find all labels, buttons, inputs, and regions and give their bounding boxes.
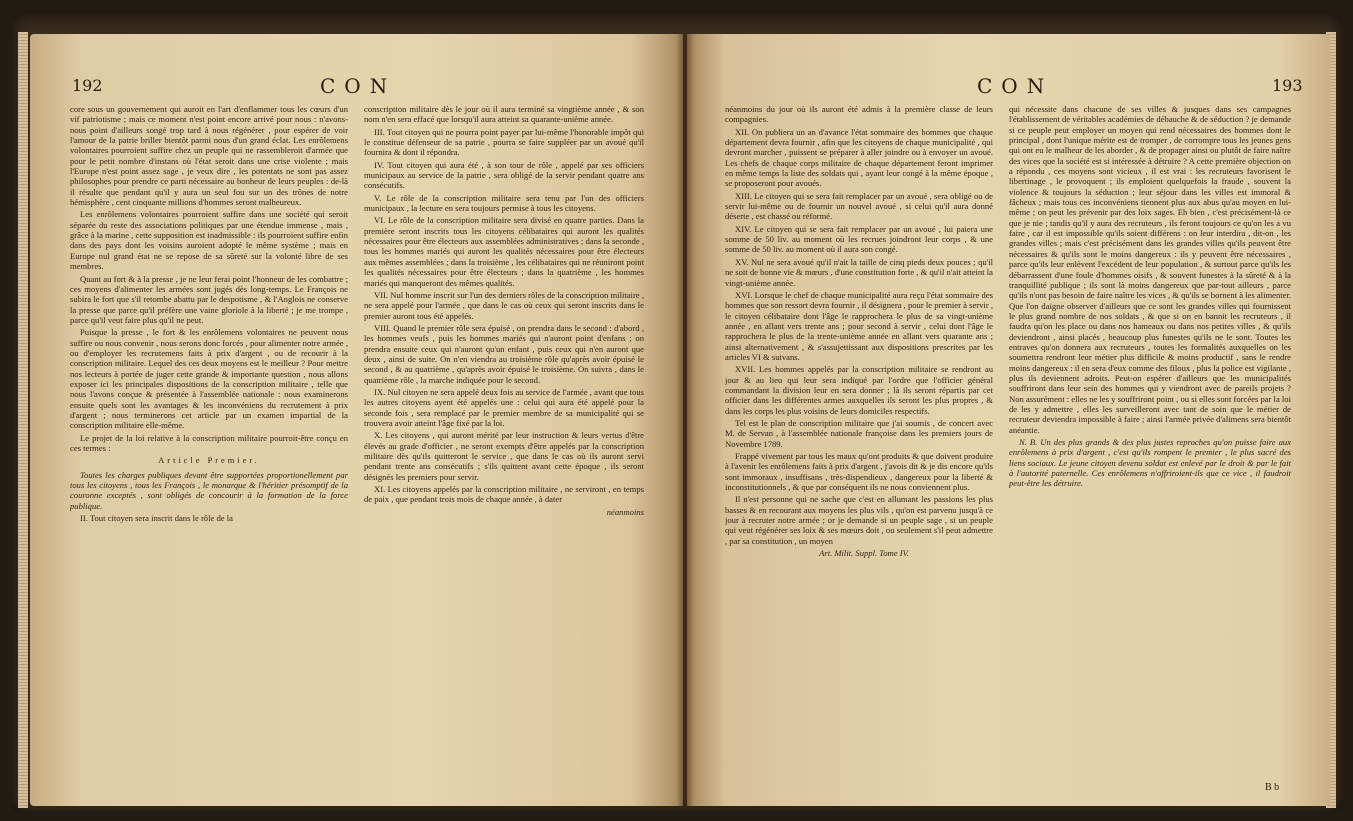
left-page-column-1: [70, 104, 348, 794]
paragraph: XVII. Les hommes appelés par la conscription militaire se rendront au jour & au lieu qui leur sera indiqué par l'ordre que l'officier général commandant la division leur en sera donner ; là ils seront répartis par cet officier dans les différentes armes auxquelles ils seront les plus propres , & dans les corps les plus voisins de leurs domiciles respectifs.: [725, 364, 993, 416]
paragraph: XI. Les citoyens appelés par la conscription militaire , ne serviront , en temps de paix , que pendant trois mois de chaque année , à dater: [364, 484, 644, 505]
right-page-header: [687, 64, 1330, 98]
paragraph: XIV. Le citoyen qui se sera fait remplacer par un avoué , lui paiera une somme de 50 liv. au moment où les recrues joindront leur corps , & une somme de 50 liv. au moment où il aura son congé.: [725, 223, 993, 255]
paragraph: Puisque la presse , le fort & les enrôlemens volontaires ne peuvent nous suffire ou nous convenir , nous serons donc forcés , pour alimenter notre armée , ou d'employer les recrutemens faits à prix d'argent , ou de recourir à la conscription militaire. Lequel des ces deux moyens est le meilleur ? Pour mettre nos lecteurs à portée de juger cette grande & importante question , nous allons exposer ici les principales dispositions de la conscription militaire , telle que nous l'avons conçue & présentée à l'assemblée nationale : nous examinerons ensuite quels sont les avantages & les inconvéniens du recrutement à prix d'argent ; nous terminerons cet article par un examen impartial de la conscription militaire elle-même.: [70, 327, 348, 431]
paragraph: IX. Nul citoyen ne sera appelé deux fois au service de l'armée , avant que tous les autres citoyens ayent été appelés une : celui qui aura été appelé pour la seconde fois , sera remplacé par le premier membre de sa municipalité qui se trouvera avoir atteint l'âge fixé par la loi.: [364, 386, 644, 428]
paragraph: Les enrôlemens volontaires pourroient suffire dans une société qui seroit séparée du reste des associations politiques par une étendue immense , mais , grâce à la marine , cette supposition est inadmissible : ils pourroient suffire enfin dans des pays dont les voisins auroient adopté le même système ; mais en Europe nul grand état ne se repose de sa sûreté sur la volonté libre de ses membres.: [70, 209, 348, 272]
left-running-head: CON: [320, 74, 397, 98]
paragraph: XII. On publiera un an d'avance l'état sommaire des hommes que chaque département devra fournir , afin que les citoyens de chaque municipalité , qui devront marcher , puissent se préparer à aller joindre ou à envoyer un avoué. Les chefs de chaque corps militaire de chaque département feront imprimer en même temps la liste des soldats qui , ayant leur congé à la même époque , se proposeront pour avoués.: [725, 126, 993, 189]
paragraph: qui nécessite dans chacune de ses villes & jusques dans ses campagnes l'établissement de véritables académies de débauche & de séduction ? je demande si ce peuple peut employer un moyen qui rend nécessaires des hommes dont le principal , dont l'unique mérite est de tromper , de corrompre tous les jeunes gens qui ont eu le malheur de les aborder , & de propager ainsi ou plutôt de faire naître des vices que la société est si intéressée à détruire ? A cette première objection on a répondu , ces moyens sont vicieux , il est vrai : les recruteurs favorisent le libertinage , le provoquent ; ils emploient quelquefois la fraude , souvent la violence & toujours la séduction ; leur séjour dans les villes est immoral & fâcheux ; mais tous ces inconvéniens tiennent plus aux abus qu'au moyen en lui-même ; on peut les prévenir par des loix sages. Eh bien , c'est précisément-là ce que je nie ; tandis qu'il y aura des recruteurs , ils feront toujours ce qu'on les a vu faire , car il est impossible qu'ils soient différens : on leur interdira , dit-on , les grandes villes ; mais c'est précisément dans les grandes villes qu'ils peuvent être nécessaires & qu'ils sont le moins dangereux : ils y peuvent être nécessaires , parce qu'ils leur enlèvent l'excédent de leur population , & surtout parce qu'ils les débarrassent d'une foule d'hommes oisifs , & souvent funestes à la sûreté & à la tranquillité publique ; ils sont là moins dangereux que par-tout ailleurs , parce qu'ils n'ont pas besoin de faire naître les vices , & qu'ils se bornent à les alimenter. Que l'on daigne observer d'ailleurs que ce sont les grandes villes qui fournissent le plus grand nombre de nos soldats , & que si on en bannit les recruteurs , il faudra qu'on les place ou dans nos hameaux ou dans nos petites villes , & qu'ils deviendront , ainsi placés , beaucoup plus funestes qu'ils ne le sont. Toutes les entraves qu'on donnera aux recruteurs , toutes les formalités auxquelles on les soumettra rendront leur métier plus difficile & moins productif , sans le rendre moins dangereux : il en sera d'eux comme des filoux , plus la police est vigilante , plus ils deviennent adroits. Peut-on espérer d'ailleurs que les municipalités souffriront dans leur sein des hommes qui y viendront avec de pareils projets ? Non assurément : elles ne les y souffriront point , ou si elles sont forcées par la loi de les y admettre , elles les surveilleront avec tant de soin que le métier de recruteur deviendra impossible à faire ; ainsi l'armée privée d'alimens sera bientôt anéantie.: [1009, 104, 1291, 435]
right-page: [687, 34, 1330, 806]
paragraph: Le projet de la loi relative à la conscription militaire pourroit-être conçu en ces termes :: [70, 432, 348, 453]
paragraph: Il n'est personne qui ne sache que c'est en allumant les passions les plus basses & en recourant aux moyens les plus vils , qu'on est parvenu jusqu'à ce jour à recruter notre armée ; or je demande si un peuple sage , si un peuple qui veut régénérer ses loix & ses mœurs doit , ou seulement s'il peut admettre , par sa constitution , un moyen: [725, 494, 993, 546]
paragraph: néanmoins du jour où ils auront été admis à la première classe de leurs compagnies.: [725, 104, 993, 125]
paragraph: VI. Le rôle de la conscription militaire sera divisé en quatre parties. Dans la première seront inscrits tous les citoyens célibataires qui auront les qualités nécessaires pour être électeurs aux assemblées administratives ; dans la seconde , tous les hommes mariés qui auront les qualités nécessaires pour être électeurs aux mêmes assemblées ; dans la troisième , les célibataires qui ne réuniront point les qualités nécessaires pour être électeurs ; dans la quatrième , les hommes mariés qui manqueront des mêmes qualités.: [364, 215, 644, 288]
paragraph: core sous un gouvernement qui auroit en l'art d'enflammer tous les cœurs d'un vif patriotisme ; mais ce moment n'est point encore arrivé pour nous : n'avons-nous point d'ailleurs songé trop tard à nous régénérer , pour espérer de voir l'amour de la patrie briller bientôt parmi nous d'un grand éclat. Les enrôlemens volontaires pourroient suffire chez un peuple qui ne rassembleroit d'armée que pour le petit nombre d'instans où l'état seroit dans une crise violente ; mais l'Europe n'est point assez sage , je veux dire , les potentats ne sont pas assez philosophes pour prendre ce parti nécessaire au bonheur de leurs peuples : de-là il résulte que pendant qu'il y aura un seul fou sur un des trônes de notre hémisphère , cent cinquante millions d'hommes seront malheureux.: [70, 104, 348, 208]
right-page-column-1: [725, 104, 993, 794]
book-gutter: [676, 32, 694, 808]
paragraph: VIII. Quand le premier rôle sera épuisé , on prendra dans le second : d'abord , les hommes veufs , puis les hommes mariés qui n'auront point d'enfans ; on prendra ensuite ceux qui n'auront qu'un enfant , puis ceux qui n'en auront que deux , ainsi de suite. On n'en viendra au troisième rôle qu'après avoir épuisé le second , & au quatrième , qu'après avoir épuisé le troisième. On suivra , dans le quatrième rôle , la marche indiquée pour le second.: [364, 322, 644, 385]
paragraph: X. Les citoyens , qui auront mérité par leur instruction & leurs vertus d'être élevés au grade d'officier , ne seront exempts d'être appelés par la conscription militaire dès qu'ils quitteront le service , que dans le cas où ils auront servi pendant trente ans consécutifs ; s'ils quittent avant cette époque , ils seront désignés les premiers pour servir.: [364, 430, 644, 482]
paragraph: XVI. Lorsque le chef de chaque municipalité aura reçu l'état sommaire des hommes que son ressort devra fournir , il désignera , pour le premier à servir , le citoyen célibataire dont l'âge le rapprochera le plus de sa vingt-unième année , en allant vers trente ans ; pour second à servir , celui dont l'âge le rapprochera le plus de la trente-unième année en allant vers quarante ans ; ainsi alternativement , & s'assujettissant aux dispositions prescrites par les articles VI & suivans.: [725, 289, 993, 362]
left-page-header: [30, 64, 683, 98]
paragraph: V. Le rôle de la conscription militaire sera tenu par l'un des officiers municipaux , la lecture en sera toujours permise à tous les citoyens.: [364, 192, 644, 214]
book-spread: [12, 14, 1342, 812]
paragraph: III. Tout citoyen qui ne pourra point payer par lui-même l'honorable impôt qui le constitue défenseur de sa patrie , pourra se faire suppléer par un avoué qu'il fournira & dont il répondra.: [364, 126, 644, 158]
paragraph: Art. Milit. Suppl. Tome IV.: [819, 548, 909, 559]
paragraph: XV. Nul ne sera avoué qu'il n'ait la taille de cinq pieds deux pouces ; qu'il ne soit de bonne vie & mœurs , d'une constitution forte , & qu'il n'ait atteint la vingt-unième année.: [725, 256, 993, 288]
paragraph: II. Tout citoyen sera inscrit dans le rôle de la: [80, 513, 233, 524]
paragraph: XIII. Le citoyen qui se sera fait remplacer par un avoué , sera obligé ou de servir lui-même ou de fournir un nouvel avoué , si celui qu'il aura donné déserte , est chassé ou réformé.: [725, 190, 993, 222]
paragraph: conscription militaire dès le jour où il aura terminé sa vingtième année , & son nom n'en sera effacé que lorsqu'il aura atteint sa quarante-unième année.: [364, 104, 644, 125]
paragraph: néanmoins: [606, 506, 644, 517]
left-page: [30, 34, 683, 806]
paragraph: N. B. Un des plus grands & des plus justes reproches qu'on puisse faire aux enrôlemens à prix d'argent , c'est qu'ils rompent le premier , le plus sacré des liens sociaux. Le jeune citoyen devenu soldat est enlevé par le droit & par le fait à l'autorité paternelle. Ces enrôlemens n'offriroient-ils que ce vice , il faudroit peut-être les détruire.: [1009, 437, 1291, 489]
right-page-column-2: [1009, 104, 1291, 794]
paragraph: IV. Tout citoyen qui aura été , à son tour de rôle , appelé par ses officiers municipaux au service de la patrie , sera obligé de la servir pendant quatre ans consécutifs.: [364, 159, 644, 191]
signature-mark: B b: [1265, 782, 1280, 793]
paragraph: VII. Nul homme inscrit sur l'un des derniers rôles de la conscription militaire , ne sera appelé pour l'armée , que dans le cas où ceux qui seront inscrits dans le premier auront tous été appelés.: [364, 289, 644, 321]
paragraph: Article Premier.: [158, 456, 260, 466]
paragraph: Tel est le plan de conscription militaire que j'ai soumis , de concert avec M. de Servan , à l'assemblée nationale françoise dans les premiers jours de Novembre 1789.: [725, 417, 993, 449]
right-page-number: 193: [1272, 76, 1303, 95]
left-page-number: 192: [72, 76, 103, 95]
left-page-column-2: [364, 104, 644, 794]
right-running-head: CON: [977, 74, 1054, 98]
page-edges-left: [18, 32, 28, 808]
paragraph: Frappé vivement par tous les maux qu'ont produits & que doivent produire à l'avenir les enrôlemens faits à prix d'argent , j'avois dit & je dis encore qu'ils sont immoraux , insuffisans , très-dispendieux , dangereux pour la liberté & inconstitutionnels , & que par conséquent ils ne nous conviennent plus.: [725, 451, 993, 493]
paragraph: Quant au fort & à la presse , je ne leur ferai point l'honneur de les combattre ; ces moyens d'alimenter les armées sont jugés dès long-temps. Le François ne subira le fort que s'il retombe abattu par le despotisme , & l'Anglois ne conserve la presse que parce qu'il préfère une vaine gloriole à la liberté ; je me trompe , parce qu'il veut faire plus qu'il ne peut.: [70, 273, 348, 325]
paragraph: Toutes les charges publiques devant être supportées proportionellement par tous les citoyens , tous les François , le monarque & l'héritier présomptif de la couronne exceptés , sont obligés de concourir à la formation de la force publique.: [70, 469, 348, 511]
